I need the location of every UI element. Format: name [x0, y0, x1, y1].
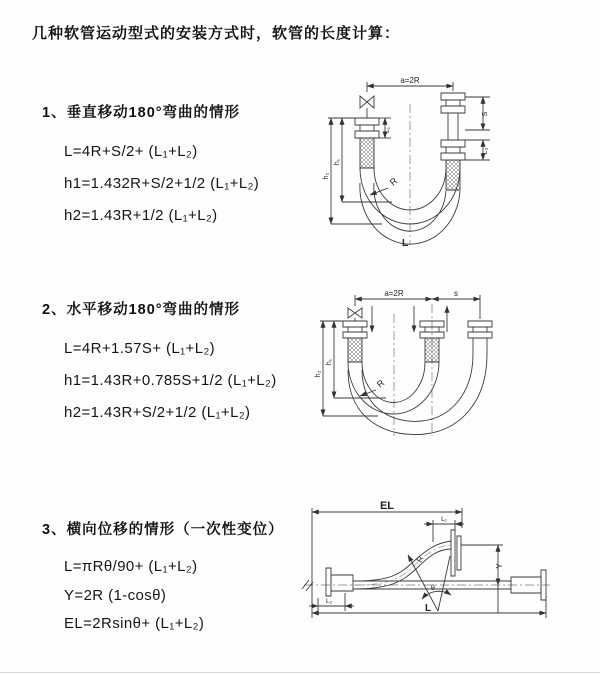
dim-label-h1: h₁: [334, 158, 341, 166]
dim-label-s: s: [454, 289, 458, 298]
right-fitting-moved: [468, 321, 492, 354]
formula-l: L=4R+1.57S+ (L₁+L₂): [64, 340, 216, 357]
formula-y: Y=2R (1-cosθ): [64, 586, 167, 604]
dim-label-s: S: [480, 111, 489, 117]
length-label: L: [402, 238, 409, 249]
diagram-vertical-180-bend: [308, 64, 600, 262]
dim-label-a2r: a=2R: [384, 289, 404, 298]
dim-label-h2: h₂: [323, 172, 330, 180]
braided-hose-section: [425, 338, 439, 362]
valve-icon: [348, 308, 362, 321]
dim-label-h1: h₁: [326, 358, 333, 366]
braided-hose-section: [348, 338, 362, 362]
formula-h1: h1=1.432R+S/2+1/2 (L₁+L₂): [64, 175, 260, 192]
section-2-heading: 2、水平移动180°弯曲的情形: [42, 302, 241, 318]
left-fitting: [355, 118, 379, 168]
hose-s-curve: [353, 541, 451, 589]
left-flange: [326, 568, 353, 596]
radius-label: R: [414, 554, 426, 564]
radius-label: R: [374, 377, 387, 390]
right-fitting-lower: [441, 140, 465, 190]
section-1-heading: 1、垂直移动180°弯曲的情形: [42, 105, 241, 121]
formula-l: L=πRθ/90+ (L₁+L₂): [64, 558, 198, 575]
hose-curves: [348, 354, 487, 435]
section-2: [42, 298, 277, 429]
formula-el: EL=2Rsinθ+ (L₁+L₂): [64, 615, 205, 632]
page-title: 几种软管运动型式的安装方式时，软管的长度计算：: [32, 25, 401, 42]
page-bottom-edge: [0, 672, 600, 673]
valve-icon: [360, 96, 374, 118]
formula-h2: h2=1.43R+1/2 (L₁+L₂): [64, 207, 218, 224]
middle-fitting: [420, 321, 444, 362]
upper-flange: [451, 530, 461, 576]
radius-label: R: [387, 175, 400, 188]
dim-label-l1: L₁: [441, 516, 447, 523]
section-3-heading: 3、横向位移的情形（一次性变位）: [42, 522, 284, 538]
diagram-lateral-displacement: [298, 500, 560, 642]
dim-label-a2r: a=2R: [400, 76, 420, 85]
axis-break-mark: [302, 580, 313, 591]
left-fitting: [343, 321, 367, 362]
dim-label-y: Y: [495, 563, 504, 569]
diagram-horizontal-180-bend: [310, 286, 566, 458]
formula-l: L=4R+S/2+ (L₁+L₂): [64, 143, 198, 160]
dim-label-h2: h₂: [315, 370, 322, 378]
d3-drawing: [302, 508, 550, 618]
formula-h2: h2=1.43R+S/2+1/2 (L₁+L₂): [64, 404, 251, 421]
dim-label-el: EL: [379, 500, 395, 512]
braided-hose-section: [360, 138, 374, 168]
section-1: [42, 101, 259, 232]
right-fitting-upper: [441, 93, 465, 113]
straight-pipe: [353, 570, 546, 600]
d1-drawing: [328, 82, 490, 244]
d2-drawing: [320, 295, 492, 436]
dim-label-l2: L₂: [482, 147, 489, 155]
dim-label-l1: L₁: [384, 126, 391, 134]
formula-h1: h1=1.43R+0.785S+1/2 (L₁+L₂): [64, 372, 277, 389]
length-label: L: [425, 603, 432, 614]
dim-label-l2: L₂: [326, 598, 333, 605]
section-3: [42, 518, 284, 639]
angle-label: θ: [431, 585, 435, 592]
